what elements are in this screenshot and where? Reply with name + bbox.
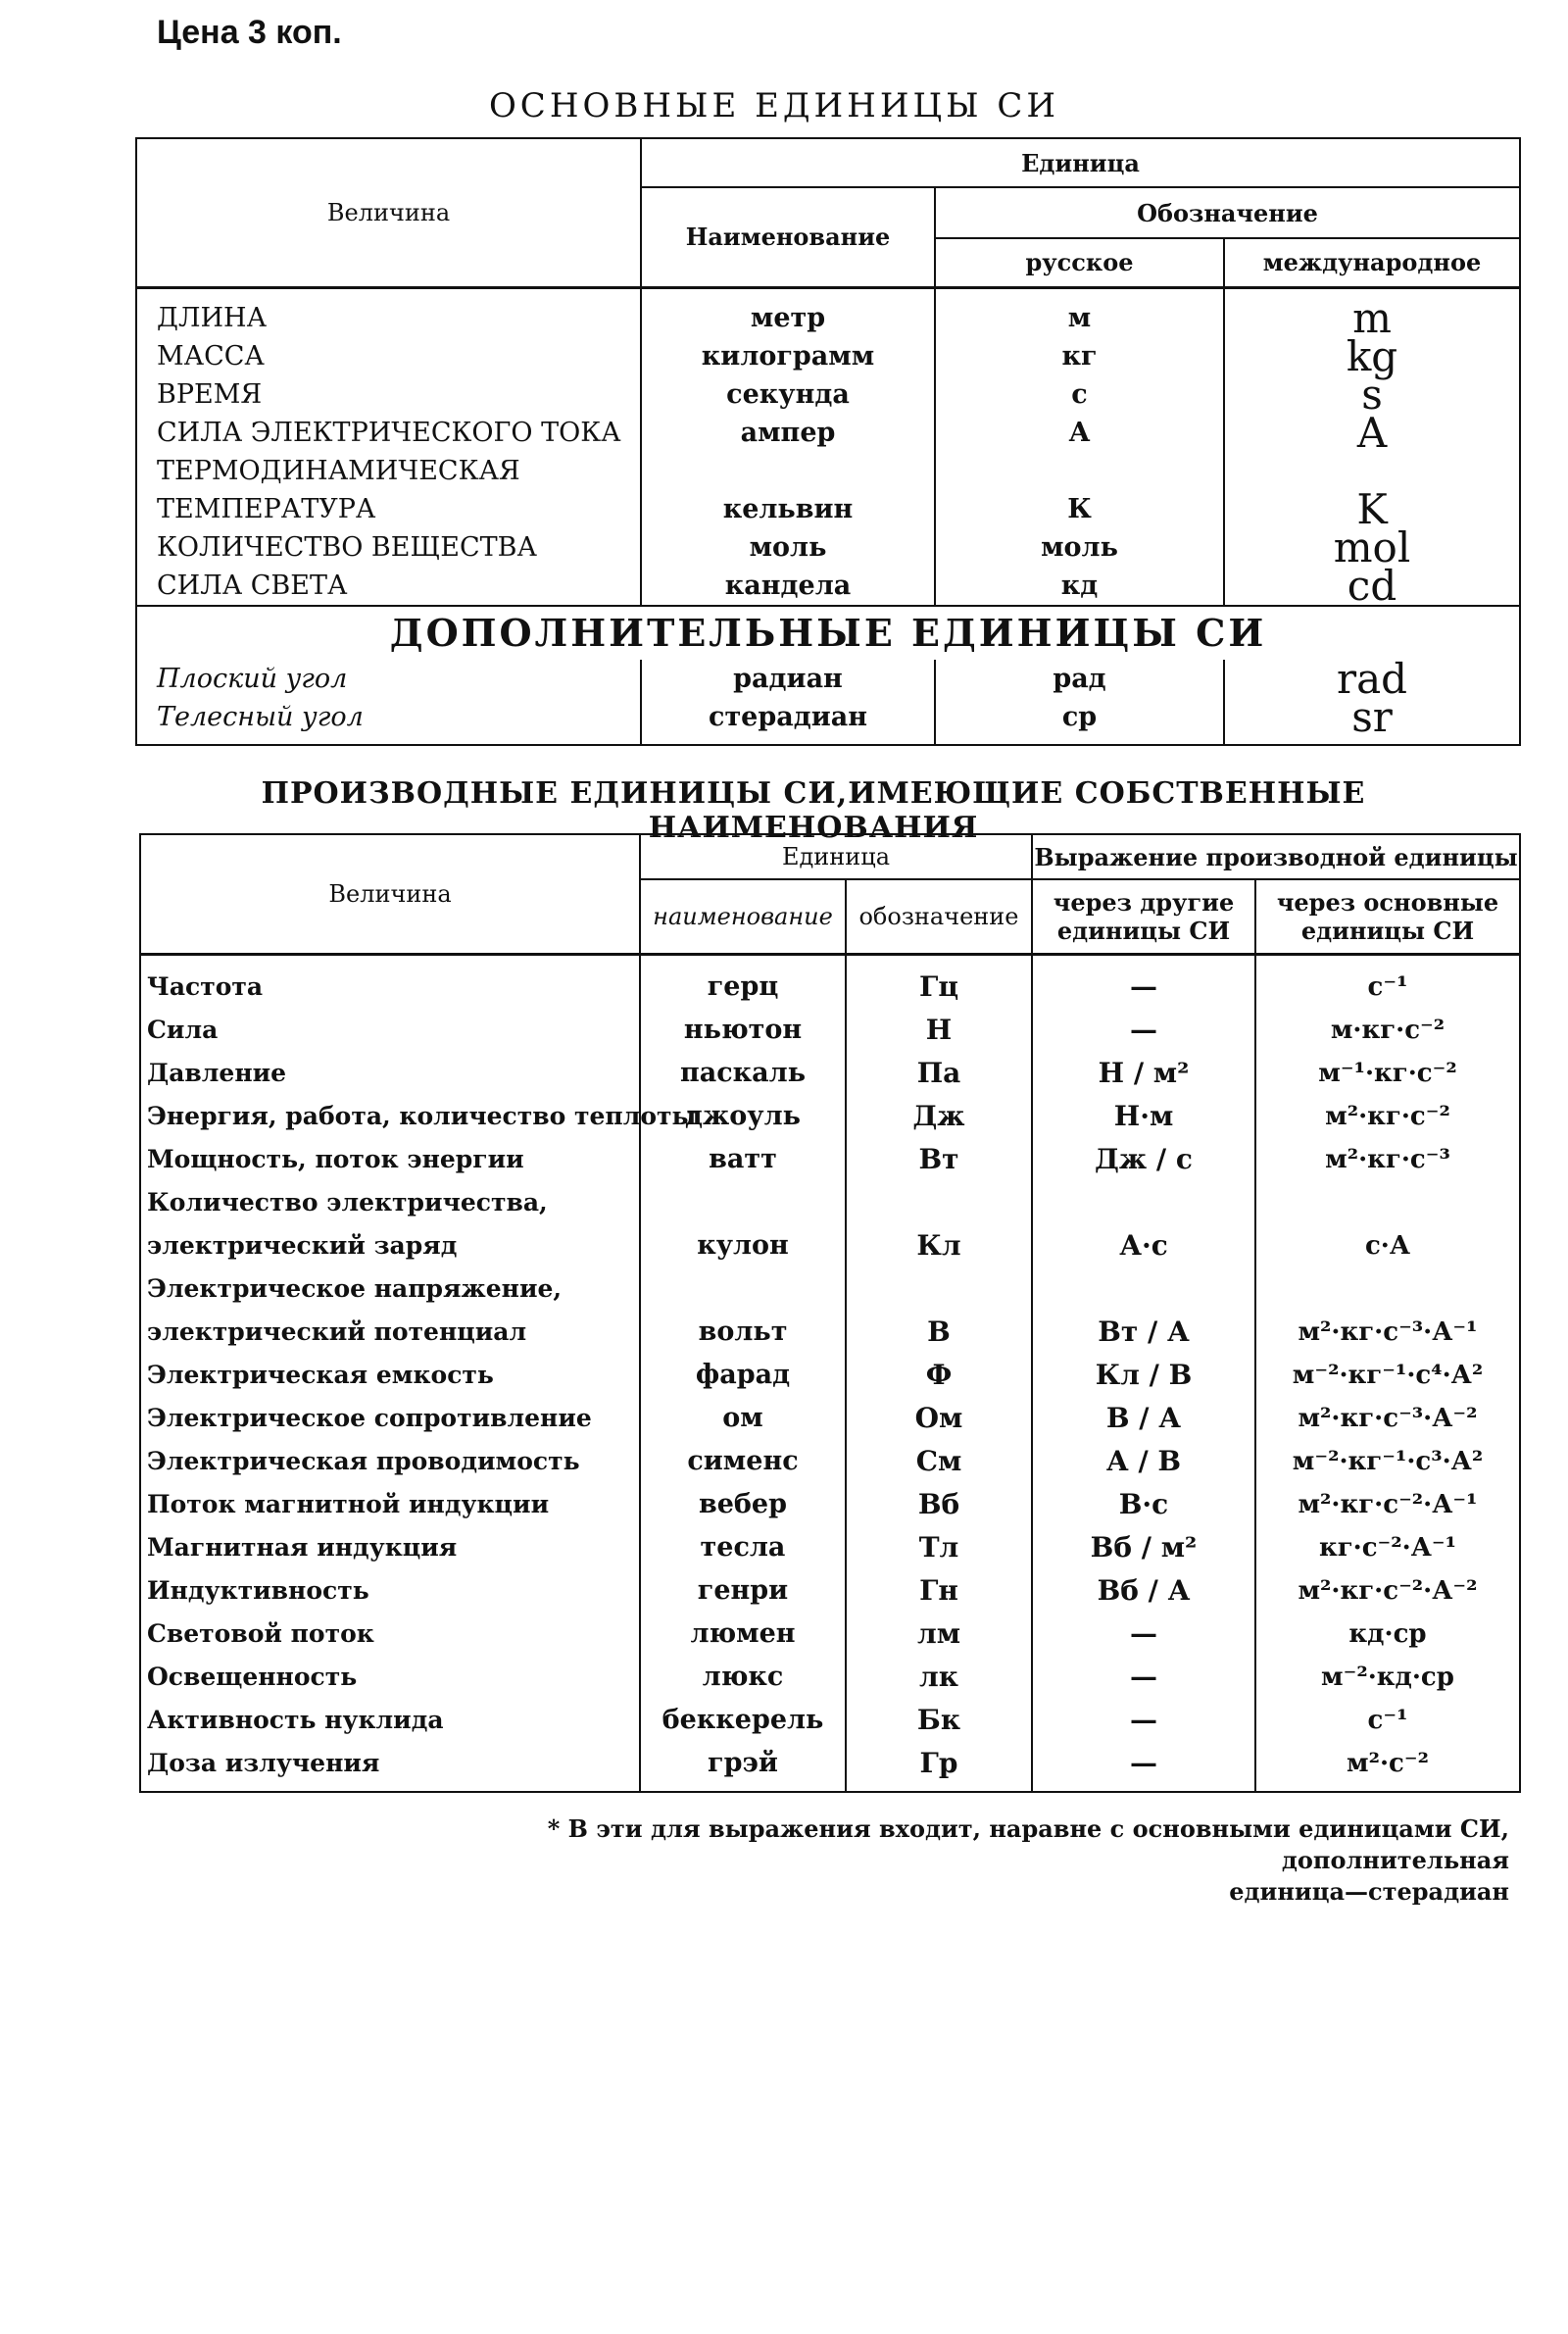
derived-expr-column <box>1032 954 1255 1792</box>
derived-base-cell: м⁻²·кг⁻¹·с⁴·А² <box>1292 1360 1484 1390</box>
derived-expr-cell: А·с <box>1119 1228 1168 1262</box>
derived-quantity-column <box>140 954 697 1792</box>
via-base-line-1: через основные <box>1276 887 1499 917</box>
derived-expr-cell: В / А <box>1105 1401 1182 1434</box>
derived-quantity-cell: электрический потенциал <box>147 1316 527 1346</box>
base-name-cell: метр <box>750 302 826 333</box>
derived-header-via-base <box>1255 879 1520 954</box>
supp-name-column <box>641 660 935 745</box>
header-designation: Обозначение <box>935 187 1520 238</box>
via-base-line-2: единицы СИ <box>1300 916 1475 945</box>
supp-quantity-cell: Телесный угол <box>157 701 364 732</box>
derived-name-cell: ом <box>722 1402 763 1433</box>
base-quantity-cell: ВРЕМЯ <box>157 378 263 410</box>
derived-name-cell: ватт <box>709 1143 777 1174</box>
derived-quantity-cell: Поток магнитной индукции <box>147 1489 550 1518</box>
derived-base-cell: кд·ср <box>1348 1618 1427 1649</box>
derived-header-name: наименование <box>640 879 846 954</box>
base-intl-cell <box>1225 452 1519 490</box>
derived-quantity-cell: Доза излучения <box>147 1748 380 1777</box>
derived-name-cell: беккерель <box>662 1704 824 1735</box>
derived-symbol-cell: Кл <box>916 1228 961 1262</box>
derived-quantity-cell: Освещенность <box>147 1662 358 1691</box>
supp-ru-cell: ср <box>1061 701 1098 732</box>
derived-name-cell: генри <box>697 1574 789 1606</box>
derived-quantity-cell: Световой поток <box>147 1618 374 1648</box>
base-ru-column <box>935 287 1224 606</box>
base-intl-cell: kg <box>1346 331 1398 380</box>
derived-base-cell: м⁻¹·кг·с⁻² <box>1318 1058 1457 1088</box>
derived-quantity-cell: Количество электричества, <box>147 1187 548 1217</box>
base-name-cell: секунда <box>726 378 850 410</box>
derived-symbol-cell <box>847 1267 1031 1311</box>
derived-base-cell <box>1256 1267 1519 1311</box>
derived-symbol-cell: Дж <box>912 1099 965 1132</box>
derived-name-cell: фарад <box>695 1359 791 1390</box>
derived-name-column <box>640 954 846 1792</box>
derived-quantity-cell: Мощность, поток энергии <box>147 1144 524 1173</box>
derived-symbol-cell: Н <box>925 1013 953 1046</box>
derived-symbol-cell: Ф <box>925 1358 953 1391</box>
base-quantity-column <box>136 287 641 606</box>
derived-quantity-cell: Электрическое напряжение, <box>147 1273 563 1303</box>
footnote-line-1: * В эти для выражения входит, наравне с основными единицами СИ, дополнительная <box>547 1814 1509 1874</box>
derived-header-expression: Выражение производной единицы <box>1032 834 1520 879</box>
derived-symbol-cell: Вт <box>918 1142 959 1175</box>
base-quantity-cell: СИЛА ЭЛЕКТРИЧЕСКОГО ТОКА <box>157 417 621 448</box>
derived-expr-cell: Вб / м² <box>1090 1530 1198 1564</box>
price-label: Цена 3 коп. <box>157 14 342 51</box>
derived-expr-cell: Кл / В <box>1095 1358 1193 1391</box>
supp-quantity-cell: Плоский угол <box>157 663 348 694</box>
derived-expr-cell: — <box>1130 1660 1157 1693</box>
derived-quantity-cell: Электрическое сопротивление <box>147 1403 592 1432</box>
derived-header-symbol: обозначение <box>846 879 1032 954</box>
derived-base-cell: м²·кг·с⁻³·А⁻¹ <box>1298 1316 1478 1347</box>
base-quantity-cell: СИЛА СВЕТА <box>157 570 348 601</box>
supplementary-units-title: ДОПОЛНИТЕЛЬНЫЕ ЕДИНИЦЫ СИ <box>389 610 1267 655</box>
base-intl-cell: mol <box>1333 522 1411 571</box>
base-ru-cell: моль <box>1041 531 1118 563</box>
derived-base-cell: м²·кг·с⁻³ <box>1325 1144 1450 1174</box>
base-intl-cell: A <box>1356 408 1388 457</box>
base-quantity-cell: МАССА <box>157 340 265 372</box>
derived-base-cell <box>1256 1181 1519 1224</box>
derived-name-cell: сименс <box>687 1445 799 1476</box>
derived-quantity-cell: Магнитная индукция <box>147 1532 458 1562</box>
base-units-title: ОСНОВНЫЕ ЕДИНИЦЫ СИ <box>488 86 1060 125</box>
base-name-cell: килограмм <box>701 340 875 372</box>
derived-expr-cell <box>1033 1267 1254 1311</box>
derived-symbol-cell <box>847 1181 1031 1224</box>
footnote-line-2: единица—стерадиан <box>1229 1877 1509 1906</box>
derived-header-via-other <box>1032 879 1255 954</box>
derived-name-cell: герц <box>707 970 779 1002</box>
derived-base-cell: кг·с⁻²·А⁻¹ <box>1318 1532 1457 1563</box>
derived-header-quantity: Величина <box>140 834 640 954</box>
base-ru-cell: кд <box>1060 570 1099 601</box>
derived-name-cell: ньютон <box>683 1014 803 1045</box>
derived-quantity-cell: электрический заряд <box>147 1230 458 1260</box>
derived-name-cell: паскаль <box>679 1057 807 1088</box>
derived-base-cell: м²·с⁻² <box>1347 1748 1429 1778</box>
header-international: международное <box>1224 238 1520 287</box>
derived-symbol-cell: лм <box>916 1616 961 1650</box>
base-ru-cell: м <box>1067 302 1092 333</box>
derived-expr-cell: — <box>1130 1746 1157 1779</box>
derived-quantity-cell: Активность нуклида <box>147 1705 444 1734</box>
base-ru-cell: кг <box>1061 340 1098 372</box>
derived-quantity-cell: Частота <box>147 971 264 1001</box>
base-name-cell: ампер <box>740 417 836 448</box>
supp-intl-cell: sr <box>1351 692 1393 741</box>
derived-name-cell: вебер <box>698 1488 787 1519</box>
derived-expr-cell <box>1033 1181 1254 1224</box>
derived-base-cell: с⁻¹ <box>1367 1705 1408 1735</box>
derived-symbol-cell: Ом <box>914 1401 963 1434</box>
derived-quantity-cell: Электрическая емкость <box>147 1360 494 1389</box>
derived-symbol-cell: Гн <box>919 1573 958 1607</box>
base-name-column <box>641 287 935 606</box>
derived-expr-cell: Вт / А <box>1098 1315 1190 1348</box>
derived-symbol-cell: В <box>927 1315 951 1348</box>
supp-name-cell: стерадиан <box>709 701 867 732</box>
base-ru-cell <box>936 452 1223 490</box>
derived-name-cell: кулон <box>697 1229 789 1261</box>
derived-name-cell: грэй <box>708 1747 778 1778</box>
derived-symbol-cell: Гц <box>918 969 959 1003</box>
derived-header-unit: Единица <box>640 834 1032 879</box>
derived-base-cell: м²·кг·с⁻²·А⁻¹ <box>1298 1489 1478 1519</box>
derived-base-cell: с·А <box>1364 1230 1411 1261</box>
base-units-table <box>135 137 1521 746</box>
base-quantity-cell: КОЛИЧЕСТВО ВЕЩЕСТВА <box>157 531 537 563</box>
derived-symbol-cell: См <box>915 1444 962 1477</box>
derived-symbol-cell: Гр <box>919 1746 958 1779</box>
derived-symbol-cell: Па <box>916 1056 961 1089</box>
base-quantity-cell: ТЕМПЕРАТУРА <box>157 493 376 524</box>
base-intl-cell: s <box>1361 370 1383 419</box>
supp-name-cell: радиан <box>733 663 843 694</box>
derived-symbol-cell: Тл <box>918 1530 959 1564</box>
base-intl-cell: cd <box>1347 561 1397 610</box>
derived-base-cell: с⁻¹ <box>1367 971 1408 1002</box>
derived-symbol-cell: Бк <box>916 1703 961 1736</box>
derived-base-cell: м⁻²·кд·ср <box>1321 1662 1454 1692</box>
derived-symbol-cell: лк <box>919 1660 958 1693</box>
derived-symbol-cell: Вб <box>917 1487 960 1520</box>
derived-name-cell: люмен <box>690 1617 796 1649</box>
derived-quantity-cell: Энергия, работа, количество теплоты <box>147 1101 697 1130</box>
base-ru-cell: с <box>1071 378 1088 410</box>
derived-base-column <box>1255 954 1520 1792</box>
supplementary-header-row <box>136 606 1520 660</box>
derived-expr-cell: Н·м <box>1113 1099 1174 1132</box>
derived-base-cell: м²·кг·с⁻²·А⁻² <box>1298 1575 1478 1606</box>
derived-expr-cell: — <box>1130 969 1157 1003</box>
derived-name-cell <box>641 1181 845 1224</box>
base-intl-column <box>1224 287 1520 610</box>
base-quantity-cell: ДЛИНА <box>157 302 268 333</box>
header-quantity: Величина <box>136 138 641 287</box>
derived-expr-cell: Н / м² <box>1098 1056 1190 1089</box>
base-quantity-cell: ТЕРМОДИНАМИЧЕСКАЯ <box>157 455 520 486</box>
header-unit: Единица <box>641 138 1520 187</box>
supp-ru-cell: рад <box>1053 663 1106 694</box>
base-name-cell: моль <box>749 531 827 563</box>
derived-name-cell: вольт <box>698 1316 788 1347</box>
derived-name-cell: тесла <box>700 1531 786 1563</box>
derived-expr-cell: Вб / А <box>1097 1573 1191 1607</box>
supp-ru-column <box>935 660 1224 745</box>
derived-base-cell: м²·кг·с⁻² <box>1325 1101 1450 1131</box>
base-ru-cell: А <box>1068 417 1091 448</box>
derived-base-cell: м·кг·с⁻² <box>1330 1015 1446 1045</box>
derived-quantity-cell: Индуктивность <box>147 1575 369 1605</box>
derived-quantity-cell: Электрическая проводимость <box>147 1446 580 1475</box>
supp-intl-column <box>1224 654 1520 745</box>
footnote <box>314 1813 1509 1908</box>
via-other-line-1: через другие <box>1053 887 1235 917</box>
derived-expr-cell: А / В <box>1105 1444 1182 1477</box>
derived-expr-cell: — <box>1130 1703 1157 1736</box>
derived-quantity-cell: Давление <box>147 1058 287 1087</box>
derived-name-cell: джоуль <box>685 1100 801 1131</box>
derived-expr-cell: — <box>1130 1616 1157 1650</box>
base-intl-cell: K <box>1356 484 1388 533</box>
via-other-line-2: единицы СИ <box>1056 916 1231 945</box>
base-name-cell: кельвин <box>722 493 854 524</box>
base-intl-cell: m <box>1352 293 1392 342</box>
derived-expr-cell: — <box>1130 1013 1157 1046</box>
base-ru-cell: К <box>1067 493 1092 524</box>
derived-units-title: ПРОИЗВОДНЫЕ ЕДИНИЦЫ СИ,ИМЕЮЩИЕ СОБСТВЕННЫЕ НАИМЕНОВАНИЯ <box>261 776 1366 845</box>
derived-name-cell <box>641 1267 845 1311</box>
header-russian: русское <box>935 238 1224 287</box>
derived-base-cell: м²·кг·с⁻³·А⁻² <box>1298 1403 1478 1433</box>
derived-quantity-cell: Сила <box>147 1015 219 1044</box>
supp-quantity-column <box>136 660 641 745</box>
base-name-cell <box>642 452 934 490</box>
base-name-cell: кандела <box>724 570 852 601</box>
derived-expr-cell: В·с <box>1118 1487 1169 1520</box>
derived-base-cell: м⁻²·кг⁻¹·с³·А² <box>1292 1446 1484 1476</box>
derived-symbol-column <box>846 954 1032 1792</box>
derived-name-cell: люкс <box>702 1661 784 1692</box>
header-name: Наименование <box>641 187 935 287</box>
derived-expr-cell: Дж / с <box>1095 1142 1193 1175</box>
derived-units-table <box>139 833 1521 1793</box>
supp-intl-cell: rad <box>1337 654 1408 703</box>
